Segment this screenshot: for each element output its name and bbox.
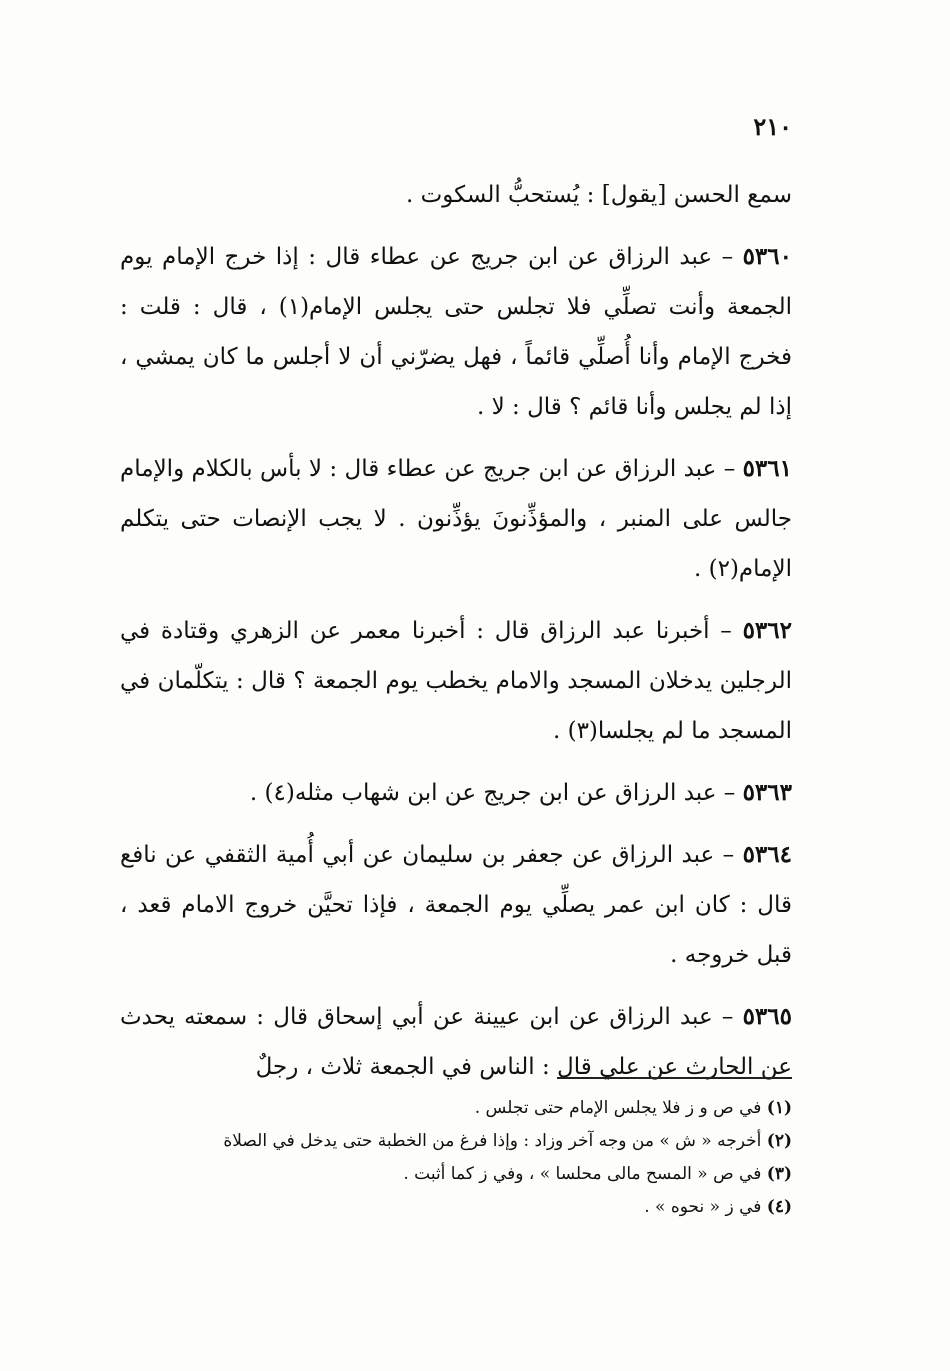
footnote-3 [120, 1158, 792, 1191]
hadith-number: ٥٣٦٠ [742, 243, 792, 270]
paragraph-intro [120, 170, 792, 220]
footnote-text: في ص و ز فلا يجلس الإمام حتى تجلس . [474, 1098, 767, 1118]
hadith-number: ٥٣٦٥ [742, 1003, 792, 1030]
footnote-number: (٤) [766, 1197, 792, 1217]
paragraph-text: – عبد الرزاق عن ابن جريج عن ابن شهاب مثله(٤) . [249, 780, 743, 806]
footnote-text: أخرجه « ش » من وجه آخر وزاد : وإذا فرغ من الخطبة حتى يدخل في الصلاة [223, 1131, 767, 1151]
paragraph-text: سمع الحسن [يقول] : يُستحبُّ السكوت . [405, 182, 792, 208]
paragraph-text: – عبد الرزاق عن ابن عيينة عن أبي إسحاق قال : سمعته يحدث عن الحارث عن علي قال : الناس في الجمعة ثلاث ، رجلٌ [120, 1004, 792, 1080]
paragraph-text: – عبد الرزاق عن ابن جريج عن عطاء قال : لا بأس بالكلام والإمام جالس على المنبر ، والمؤذِّنونَ يؤذِّنون . لا يجب الإنصات حتى يتكلم الإمام(٢) . [120, 456, 792, 582]
footnotes [120, 1092, 792, 1224]
footnote-text: في ز « نحوه » . [644, 1197, 767, 1217]
paragraph-5363 [120, 768, 792, 818]
footnote-number: (١) [766, 1098, 792, 1118]
footnote-number: (٢) [766, 1131, 792, 1151]
paragraph-text: – عبد الرزاق عن ابن جريج عن عطاء قال : إذا خرج الإمام يوم الجمعة وأنت تصلِّي فلا تجلس حتى يجلس الإمام(١) ، قال : قلت : فخرج الإمام وأنا أُصلِّي قائماً ، فهل يضرّني أن لا أجلس ما كان يمشي ، إذا لم يجلس وأنا قائم ؟ قال : لا . [120, 244, 792, 420]
footnote-2 [120, 1125, 792, 1158]
hadith-number: ٥٣٦٢ [742, 617, 792, 644]
footnote-divider [557, 1077, 792, 1079]
paragraph-5360 [120, 232, 792, 432]
footnote-text: في ص « المسح مالى محلسا » ، وفي ز كما أثبت . [403, 1164, 767, 1184]
footnote-1 [120, 1092, 792, 1125]
main-text [120, 170, 792, 1104]
hadith-number: ٥٣٦٣ [742, 779, 792, 806]
paragraph-text: – أخبرنا عبد الرزاق قال : أخبرنا معمر عن الزهري وقتادة في الرجلين يدخلان المسجد والامام يخطب يوم الجمعة ؟ قال : يتكلّمان في المسجد ما لم يجلسا(٣) . [120, 618, 792, 744]
paragraph-5361 [120, 444, 792, 594]
footnote-number: (٣) [766, 1164, 792, 1184]
paragraph-text: – عبد الرزاق عن جعفر بن سليمان عن أبي أُمية الثقفي عن نافع قال : كان ابن عمر يصلِّي يوم الجمعة ، فإذا تحيَّن خروج الامام قعد ، قبل خروجه . [120, 842, 792, 968]
hadith-number: ٥٣٦٤ [742, 841, 792, 868]
footnote-4 [120, 1191, 792, 1224]
paragraph-5364 [120, 830, 792, 980]
hadith-number: ٥٣٦١ [742, 455, 792, 482]
paragraph-5362 [120, 606, 792, 756]
page-number: ٢١٠ [753, 112, 792, 141]
